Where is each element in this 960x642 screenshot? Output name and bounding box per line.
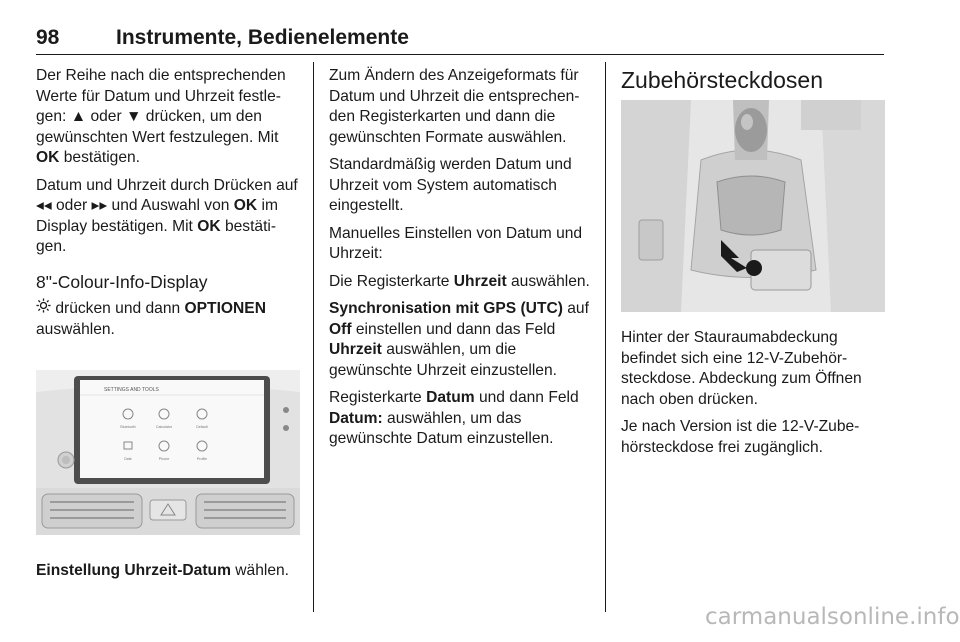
paragraph-socket-cover: Hinter der Stauraumabdeckung befindet sich eine 12-V-Zubehör-steckdose. Abdeckung zum Öffnen nach oben drücken. [621,329,862,408]
column-3 [621,66,885,465]
paragraph-manual: Manuelles Einstellen von Datum und Uhrzeit: [329,224,583,262]
svg-text:Bluetooth: Bluetooth [120,425,136,429]
watermark: carmanualsonline.info [705,604,960,630]
paragraph-confirm-display: Datum und Uhrzeit durch Drücken auf ◂◂ oder ▸▸ und Auswahl von OK im Display bestätigen. Mit OK bestäti-gen. [36,176,298,255]
paragraph-select-datetime: Einstellung Uhrzeit-Datum wählen. [36,562,290,579]
column-2 [329,66,597,457]
section-heading-display: 8"-Colour-Info-Display [36,271,208,292]
screen-title: SETTINGS AND TOOLS [104,387,159,393]
socket-illustration [621,100,885,312]
paragraph-date-tab: Registerkarte Datum und dann Feld Datum: auswählen, um das gewünschte Datum einzustellen. [329,389,579,447]
paragraph-socket-access: Je nach Version ist die 12-V-Zube-hörsteckdose frei zugänglich. [621,418,860,456]
rewind-icon: ◂◂ [36,197,52,214]
down-arrow-icon: ▼ [126,108,142,125]
paragraph-format: Zum Ändern des Anzeigeformats für Datum und Uhrzeit die entsprechen-den Registerkarten und dann die gewünschten Formate auswählen. [329,67,580,146]
svg-text:Date: Date [124,457,132,461]
column-divider-2 [605,62,606,612]
paragraph-gps-sync: Synchronisation mit GPS (UTC) auf Off einstellen und dann das Feld Uhrzeit auswählen, um die gewünschte Uhrzeit einzustellen. [329,300,589,379]
svg-text:Profile: Profile [196,457,208,461]
column-1 [36,66,301,589]
svg-text:Calculator: Calculator [155,425,173,429]
svg-text:Default: Default [196,425,208,429]
page-header [36,24,884,55]
paragraph-set-values: Der Reihe nach die entsprechenden Werte für Datum und Uhrzeit festle-gen: ▲ oder ▼ drücken, um den gewünschten Wert festzulegen. Mit OK bestätigen. [36,67,286,166]
page-title: Instrumente, Bedienelemente [116,26,409,49]
fast-forward-icon: ▸▸ [91,197,108,214]
settings-sun-icon [36,298,51,320]
section-heading-sockets: Zubehörsteckdosen [621,67,824,93]
paragraph-default: Standardmäßig werden Datum und Uhrzeit vom System automatisch eingestellt. [329,156,572,214]
paragraph-options: drücken und dann OPTIONEN auswählen. [36,300,266,338]
paragraph-time-tab: Die Registerkarte Uhrzeit auswählen. [329,272,590,290]
svg-text:Phone: Phone [158,457,170,461]
page-number: 98 [36,26,60,49]
up-arrow-icon: ▲ [70,108,87,125]
display-illustration [36,370,300,535]
column-divider-1 [313,62,314,612]
